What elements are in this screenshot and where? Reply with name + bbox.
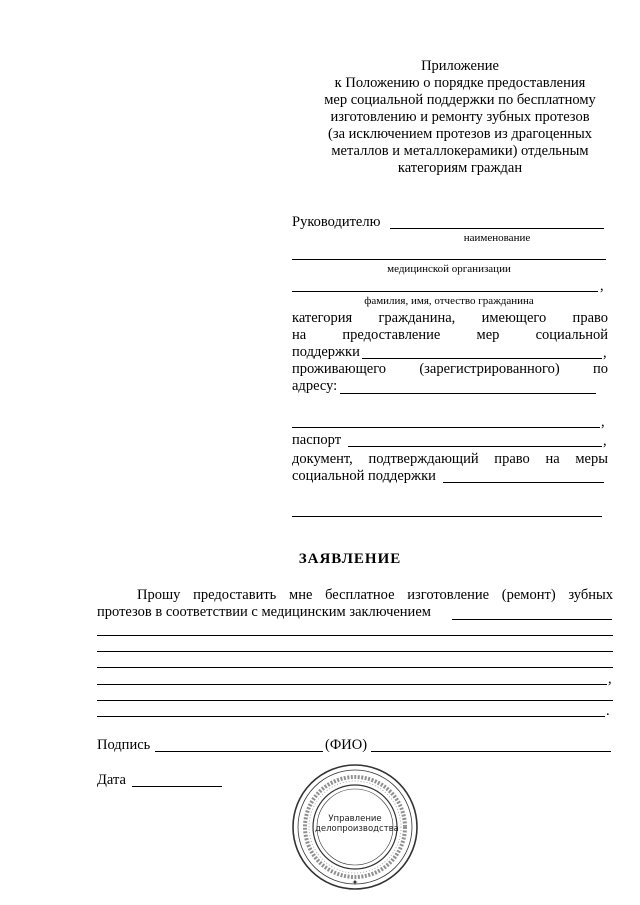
signature-field[interactable] xyxy=(155,751,323,752)
category-line1: категория гражданина, имеющего право xyxy=(292,310,608,326)
org-name-field[interactable] xyxy=(292,259,606,260)
date-label: Дата xyxy=(97,772,126,788)
header-line: к Положению о порядке предоставления xyxy=(334,75,586,91)
comma: , xyxy=(603,345,607,361)
citizen-fio-field[interactable] xyxy=(292,291,598,292)
document-title: ЗАЯВЛЕНИЕ xyxy=(298,551,402,567)
address-field-2[interactable] xyxy=(292,427,600,428)
hint-name: наименование xyxy=(463,232,531,244)
signature-label: Подпись xyxy=(97,737,151,753)
conclusion-line[interactable] xyxy=(97,700,613,701)
doc-line1: документ, подтверждающий право на меры xyxy=(292,451,608,467)
fio-label: (ФИО) xyxy=(325,737,368,753)
seal-text-line: делопроизводства xyxy=(315,824,399,834)
seal-text xyxy=(315,814,399,834)
body-line2: протезов в соответствии с медицинским заключением xyxy=(97,604,431,620)
appendix-header xyxy=(300,58,620,177)
to-label: Руководителю xyxy=(292,214,381,230)
header-line: (за исключением протезов из драгоценных xyxy=(328,126,592,142)
hint-org: медицинской организации xyxy=(387,263,511,275)
category-line2: на предоставление мер социальной xyxy=(292,327,608,343)
address-field[interactable] xyxy=(340,393,596,394)
period: . xyxy=(606,703,610,719)
conclusion-line[interactable] xyxy=(97,667,613,668)
header-line: мер социальной поддержки по бесплатному xyxy=(324,92,596,108)
comma: , xyxy=(608,671,612,687)
head-name-field[interactable] xyxy=(390,228,604,229)
comma: , xyxy=(601,414,605,430)
comma: , xyxy=(600,278,604,294)
address-label: адресу: xyxy=(292,378,338,394)
conclusion-line[interactable] xyxy=(97,651,613,652)
residing-line: проживающего (зарегистрированного) по xyxy=(292,361,608,377)
seal-text-line: Управление xyxy=(328,814,382,824)
header-line: изготовлению и ремонту зубных протезов xyxy=(330,109,590,125)
support-label: поддержки xyxy=(292,344,360,360)
header-line: металлов и металлокерамики) отдельным xyxy=(331,143,589,159)
doc-field[interactable] xyxy=(443,482,604,483)
passport-label: паспорт xyxy=(292,432,342,448)
date-field[interactable] xyxy=(132,786,222,787)
passport-field[interactable] xyxy=(348,446,602,447)
header-line: категориям граждан xyxy=(397,160,523,176)
doc-line2-label: социальной поддержки xyxy=(292,468,436,484)
comma: , xyxy=(603,433,607,449)
header-line: Приложение xyxy=(421,58,499,74)
official-seal xyxy=(290,762,420,892)
svg-text:✦: ✦ xyxy=(351,878,359,887)
conclusion-line[interactable] xyxy=(97,635,613,636)
fio-field[interactable] xyxy=(371,751,611,752)
conclusion-line[interactable] xyxy=(97,716,605,717)
conclusion-line[interactable] xyxy=(97,684,607,685)
support-field[interactable] xyxy=(362,358,602,359)
conclusion-field[interactable] xyxy=(452,619,612,620)
doc-field-2[interactable] xyxy=(292,516,602,517)
hint-fio: фамилия, имя, отчество гражданина xyxy=(364,295,534,307)
body-line1: Прошу предоставить мне бесплатное изготовление (ремонт) зубных xyxy=(137,587,613,603)
